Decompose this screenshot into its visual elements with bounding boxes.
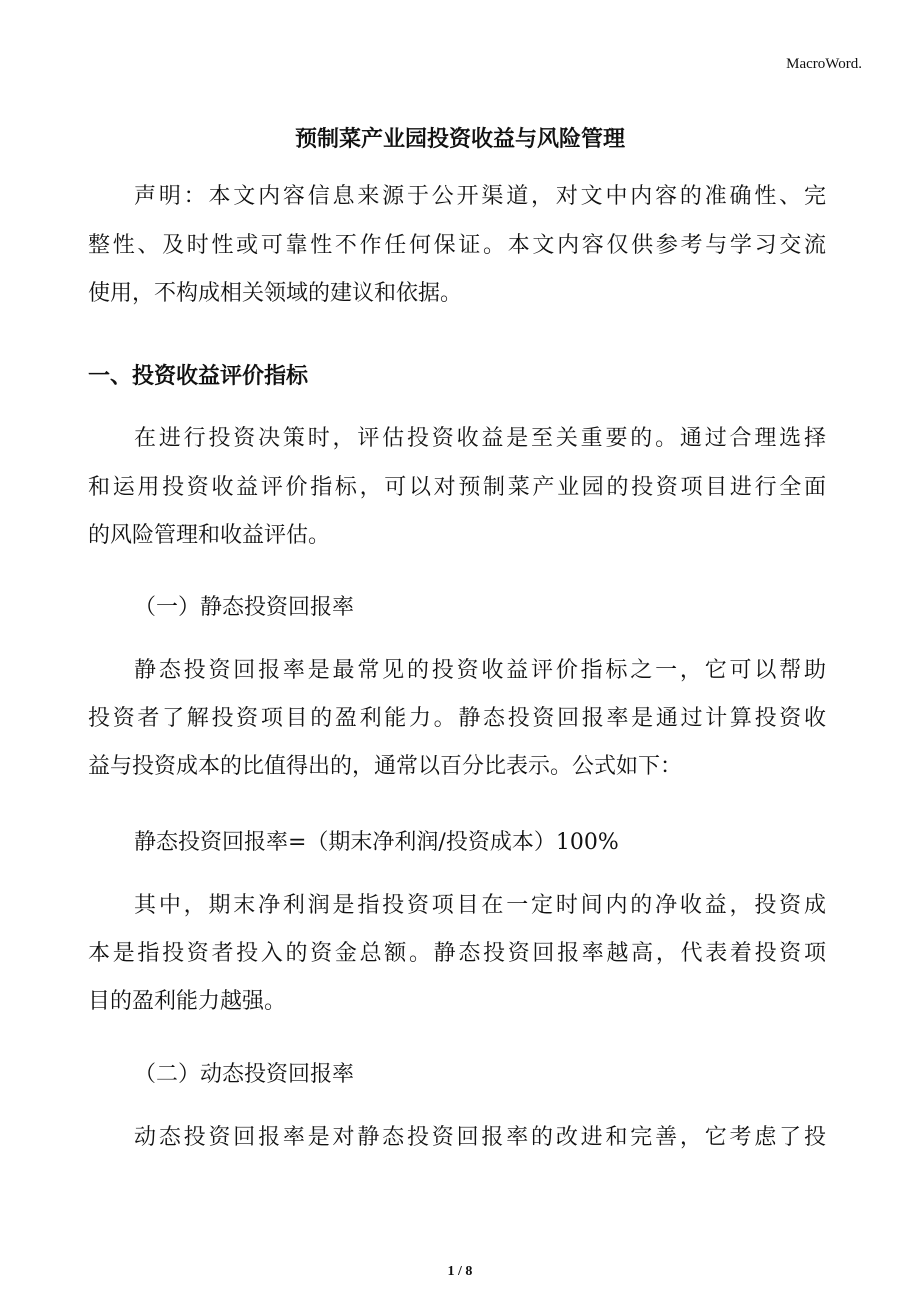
paragraph-line: 的风险管理和收益评估。 [88, 523, 331, 548]
disclaimer-line: 使用，不构成相关领域的建议和依据。 [88, 281, 463, 306]
header-brand: MacroWord. [786, 56, 862, 72]
paragraph-line: 益与投资成本的比值得出的，通常以百分比表示。公式如下： [88, 754, 683, 779]
paragraph-line: 静态投资回报率是最常见的投资收益评价指标之一，它可以帮助 [134, 658, 826, 683]
paragraph-line: 本是指投资者投入的资金总额。静态投资回报率越高，代表着投资项 [88, 941, 826, 966]
disclaimer-line: 整性、及时性或可靠性不作任何保证。本文内容仅供参考与学习交流 [88, 233, 826, 258]
page-number: 1 / 8 [447, 1264, 473, 1279]
disclaimer-line: 声明：本文内容信息来源于公开渠道，对文中内容的准确性、完 [134, 184, 826, 209]
paragraph-line: 和运用投资收益评价指标，可以对预制菜产业园的投资项目进行全面 [88, 475, 826, 500]
paragraph-line: 动态投资回报率是对静态投资回报率的改进和完善，它考虑了投 [134, 1125, 826, 1150]
formula: 静态投资回报率=（期末净利润/投资成本）100% [134, 830, 619, 855]
paragraph-line: 其中，期末净利润是指投资项目在一定时间内的净收益，投资成 [134, 893, 826, 918]
subheading: （二）动态投资回报率 [134, 1062, 355, 1087]
subheading: （一）静态投资回报率 [134, 595, 355, 620]
paragraph-line: 投资者了解投资项目的盈利能力。静态投资回报率是通过计算投资收 [88, 706, 826, 731]
document-title: 预制菜产业园投资收益与风险管理 [294, 126, 625, 152]
paragraph-line: 目的盈利能力越强。 [88, 989, 287, 1014]
paragraph-line: 在进行投资决策时，评估投资收益是至关重要的。通过合理选择 [134, 426, 826, 451]
section-heading: 一、投资收益评价指标 [88, 363, 309, 389]
